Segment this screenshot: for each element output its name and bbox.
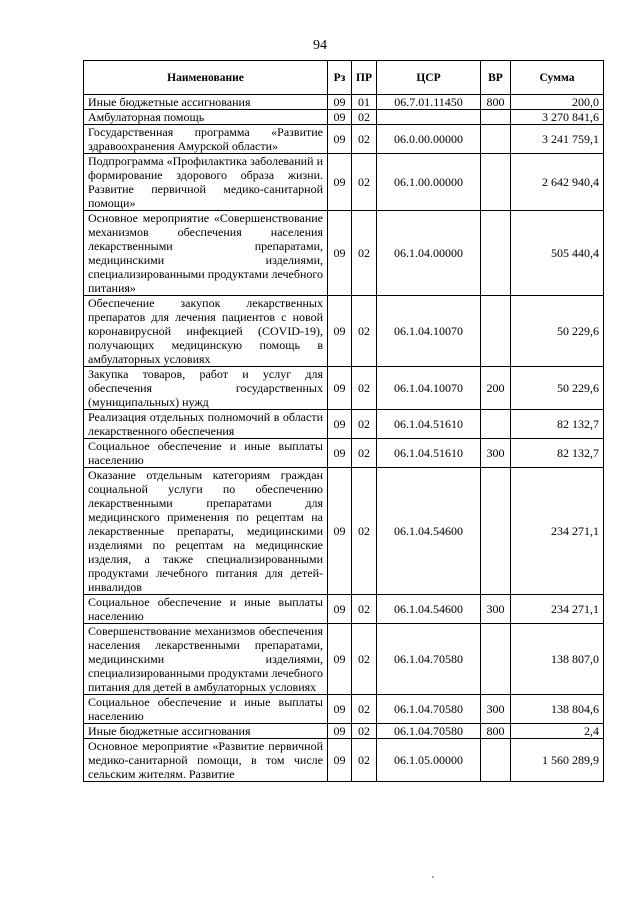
cell-rz: 09	[328, 410, 352, 439]
cell-sum: 82 132,7	[511, 410, 604, 439]
cell-vr: 800	[481, 724, 511, 739]
cell-name: Социальное обеспечение и иные выплаты населению	[84, 595, 328, 624]
cell-name: Основное мероприятие «Развитие первичной медико-санитарной помощи, в том числе сельским жителям. Развитие	[84, 739, 328, 782]
cell-sum: 200,0	[511, 95, 604, 110]
table-row	[84, 695, 604, 724]
cell-pr: 02	[352, 695, 377, 724]
cell-vr	[481, 125, 511, 154]
cell-csr: 06.1.04.10070	[377, 367, 481, 410]
cell-csr: 06.1.04.51610	[377, 410, 481, 439]
table-row	[84, 468, 604, 595]
cell-csr	[377, 110, 481, 125]
cell-sum: 50 229,6	[511, 367, 604, 410]
table-header-row	[84, 61, 604, 95]
budget-table	[83, 60, 604, 782]
cell-pr: 01	[352, 95, 377, 110]
cell-sum: 82 132,7	[511, 439, 604, 468]
table-row	[84, 95, 604, 110]
cell-csr: 06.1.04.10070	[377, 296, 481, 367]
cell-rz: 09	[328, 367, 352, 410]
cell-csr: 06.1.04.70580	[377, 624, 481, 695]
cell-rz: 09	[328, 624, 352, 695]
header-csr: ЦСР	[377, 61, 481, 95]
table-row	[84, 211, 604, 296]
cell-csr: 06.1.04.70580	[377, 695, 481, 724]
header-pr: ПР	[352, 61, 377, 95]
cell-csr: 06.7.01.11450	[377, 95, 481, 110]
table-row	[84, 439, 604, 468]
table-row	[84, 125, 604, 154]
cell-vr: 800	[481, 95, 511, 110]
cell-name: Социальное обеспечение и иные выплаты населению	[84, 695, 328, 724]
cell-name: Государственная программа «Развитие здравоохранения Амурской области»	[84, 125, 328, 154]
cell-rz: 09	[328, 95, 352, 110]
cell-sum: 3 270 841,6	[511, 110, 604, 125]
cell-pr: 02	[352, 468, 377, 595]
cell-rz: 09	[328, 296, 352, 367]
page-number: 94	[313, 38, 327, 53]
cell-name: Реализация отдельных полномочий в области лекарственного обеспечения	[84, 410, 328, 439]
cell-vr	[481, 296, 511, 367]
cell-csr: 06.1.05.00000	[377, 739, 481, 782]
cell-name: Обеспечение закупок лекарственных препаратов для лечения пациентов с новой коронавирусной инфекцией (COVID-19), получающих медицинскую помощь в амбулаторных условиях	[84, 296, 328, 367]
cell-rz: 09	[328, 110, 352, 125]
cell-vr	[481, 739, 511, 782]
cell-csr: 06.0.00.00000	[377, 125, 481, 154]
cell-sum: 2,4	[511, 724, 604, 739]
cell-vr: 300	[481, 595, 511, 624]
table-row	[84, 154, 604, 211]
cell-csr: 06.1.04.00000	[377, 211, 481, 296]
cell-vr	[481, 468, 511, 595]
cell-rz: 09	[328, 439, 352, 468]
cell-vr	[481, 154, 511, 211]
cell-pr: 02	[352, 296, 377, 367]
header-name: Наименование	[84, 61, 328, 95]
cell-name: Совершенствование механизмов обеспечения населения лекарственными препаратами, медицинскими изделиями, специализированными продуктами лечебного питания для детей в амбулаторных условиях	[84, 624, 328, 695]
header-sum: Сумма	[511, 61, 604, 95]
cell-rz: 09	[328, 468, 352, 595]
cell-csr: 06.1.04.70580	[377, 724, 481, 739]
table-row	[84, 739, 604, 782]
table-row	[84, 296, 604, 367]
cell-sum: 50 229,6	[511, 296, 604, 367]
cell-name: Закупка товаров, работ и услуг для обеспечения государственных (муниципальных) нужд	[84, 367, 328, 410]
cell-pr: 02	[352, 154, 377, 211]
cell-rz: 09	[328, 595, 352, 624]
cell-pr: 02	[352, 724, 377, 739]
cell-pr: 02	[352, 211, 377, 296]
cell-pr: 02	[352, 367, 377, 410]
cell-csr: 06.1.04.54600	[377, 468, 481, 595]
table-row	[84, 624, 604, 695]
cell-name: Иные бюджетные ассигнования	[84, 95, 328, 110]
cell-vr: 300	[481, 439, 511, 468]
cell-sum: 234 271,1	[511, 595, 604, 624]
cell-csr: 06.1.00.00000	[377, 154, 481, 211]
cell-pr: 02	[352, 624, 377, 695]
header-vr: ВР	[481, 61, 511, 95]
cell-name: Социальное обеспечение и иные выплаты населению	[84, 439, 328, 468]
cell-name: Подпрограмма «Профилактика заболеваний и формирование здорового образа жизни. Развитие первичной медико-санитарной помощи»	[84, 154, 328, 211]
cell-vr: 200	[481, 367, 511, 410]
cell-csr: 06.1.04.51610	[377, 439, 481, 468]
cell-name: Иные бюджетные ассигнования	[84, 724, 328, 739]
cell-vr	[481, 624, 511, 695]
cell-csr: 06.1.04.54600	[377, 595, 481, 624]
scan-speck	[432, 876, 434, 878]
cell-vr	[481, 211, 511, 296]
cell-pr: 02	[352, 110, 377, 125]
cell-vr	[481, 410, 511, 439]
cell-name: Основное мероприятие «Совершенствование механизмов обеспечения населения лекарственными препаратами, медицинскими изделиями, специализированными продуктами лечебного питания»	[84, 211, 328, 296]
table-row	[84, 724, 604, 739]
cell-rz: 09	[328, 154, 352, 211]
cell-rz: 09	[328, 724, 352, 739]
cell-pr: 02	[352, 439, 377, 468]
cell-sum: 234 271,1	[511, 468, 604, 595]
table-row	[84, 595, 604, 624]
cell-vr: 300	[481, 695, 511, 724]
cell-pr: 02	[352, 595, 377, 624]
cell-rz: 09	[328, 125, 352, 154]
cell-sum: 138 804,6	[511, 695, 604, 724]
cell-sum: 1 560 289,9	[511, 739, 604, 782]
cell-name: Оказание отдельным категориям граждан социальной услуги по обеспечению лекарственными препаратами для медицинского применения по рецептам на лекарственные препараты, медицинскими изделиями по рецептам на медицинские изделия, а также специализированными продуктами лечебного питания для детей-инвалидов	[84, 468, 328, 595]
table-row	[84, 410, 604, 439]
cell-rz: 09	[328, 695, 352, 724]
cell-sum: 2 642 940,4	[511, 154, 604, 211]
cell-pr: 02	[352, 410, 377, 439]
cell-pr: 02	[352, 739, 377, 782]
cell-sum: 138 807,0	[511, 624, 604, 695]
cell-sum: 3 241 759,1	[511, 125, 604, 154]
cell-pr: 02	[352, 125, 377, 154]
cell-vr	[481, 110, 511, 125]
cell-sum: 505 440,4	[511, 211, 604, 296]
table-row	[84, 110, 604, 125]
table-row	[84, 367, 604, 410]
cell-name: Амбулаторная помощь	[84, 110, 328, 125]
header-rz: Рз	[328, 61, 352, 95]
cell-rz: 09	[328, 739, 352, 782]
cell-rz: 09	[328, 211, 352, 296]
